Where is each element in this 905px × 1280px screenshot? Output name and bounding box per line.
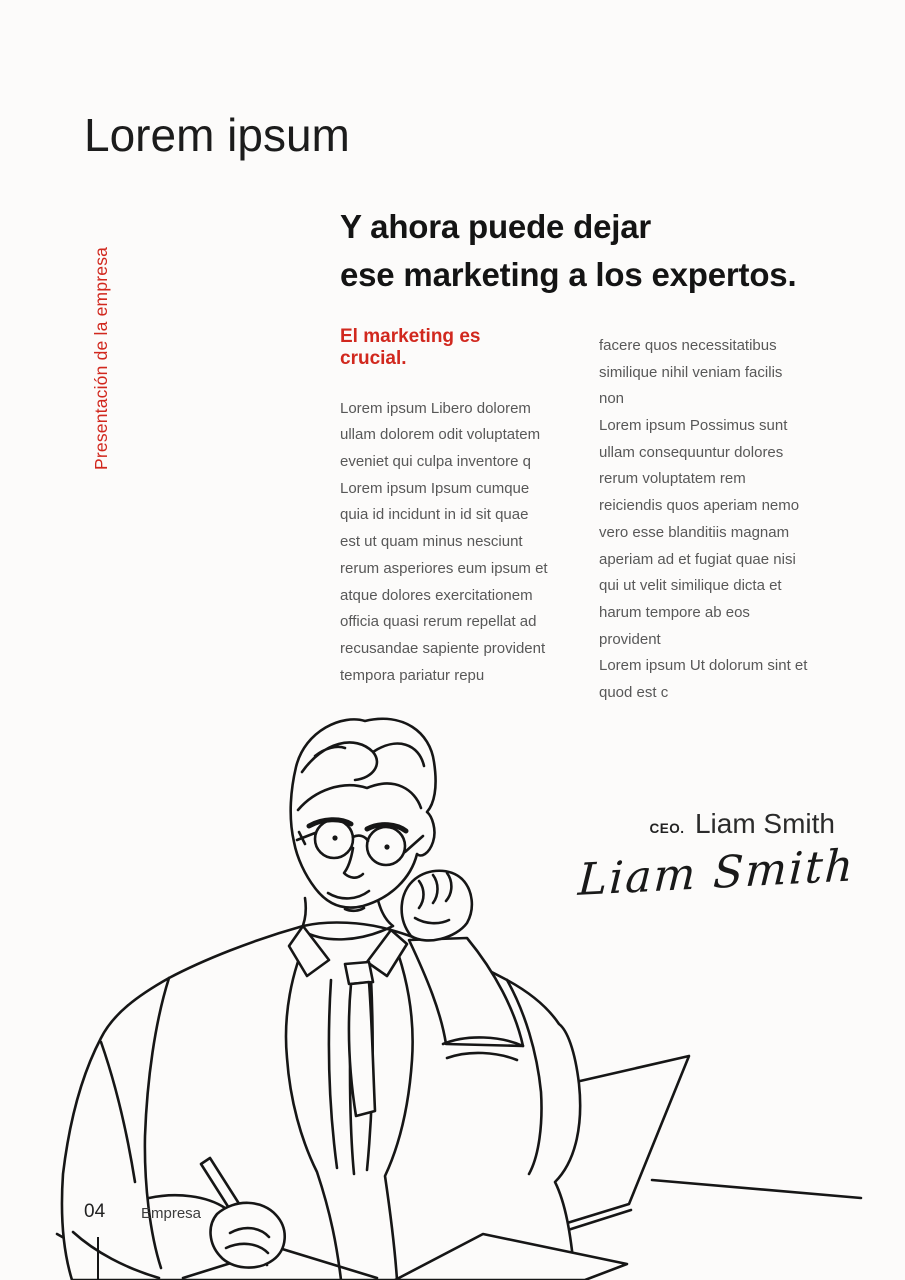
subheading-accent: El marketing es crucial. [340,326,481,369]
tie-knot [345,962,373,984]
ceo-name: Liam Smith [694,808,835,839]
ceo-signature: Liam Smith [576,840,857,906]
eye-left [332,835,337,840]
headline: Y ahora puede dejar ese marketing a los expertos. [340,208,797,293]
page-number: 04 [84,1201,106,1222]
crop-mark [97,1237,99,1280]
footer-section-label: Empresa [141,1205,202,1222]
eye-right [384,844,389,849]
jacket-body [62,923,580,1280]
desk-edge-right [652,1180,861,1198]
side-vertical-label: Presentación de la empresa [91,246,111,470]
tie-body [349,982,375,1116]
page-title: Lorem ipsum [84,109,350,161]
body-paragraph-left: Lorem ipsum Libero dolorem ullam dolorem odit voluptatem eveniet qui culpa inventore q Lorem ipsum Ipsum cumque quia id incidunt in id sit quae est ut quam minus nesciunt rerum asperiores eum ipsum et atque dolores exercitationem officia quasi rerum repellat ad recusandae sapiente provident tempora pariatur repu [340,399,548,684]
hand-left [211,1203,285,1268]
ceo-label: CEO. [649,821,685,836]
text-column-right [599,333,839,707]
body-paragraph-right: facere quos necessitatibus similique nihil veniam facilis non Lorem ipsum Possimus sunt ullam consequuntur dolores rerum voluptatem rem reiciendis quos aperiam nemo vero esse blanditiis magnam aperiam ad et fugiat quae nisi qui ut velit similique dicta et harum tempore ab eos provident Lorem ipsum Ut dolorum sint et quod est c [599,337,808,701]
text-column-left [340,326,565,689]
illustration-man-writing [55,712,905,1280]
